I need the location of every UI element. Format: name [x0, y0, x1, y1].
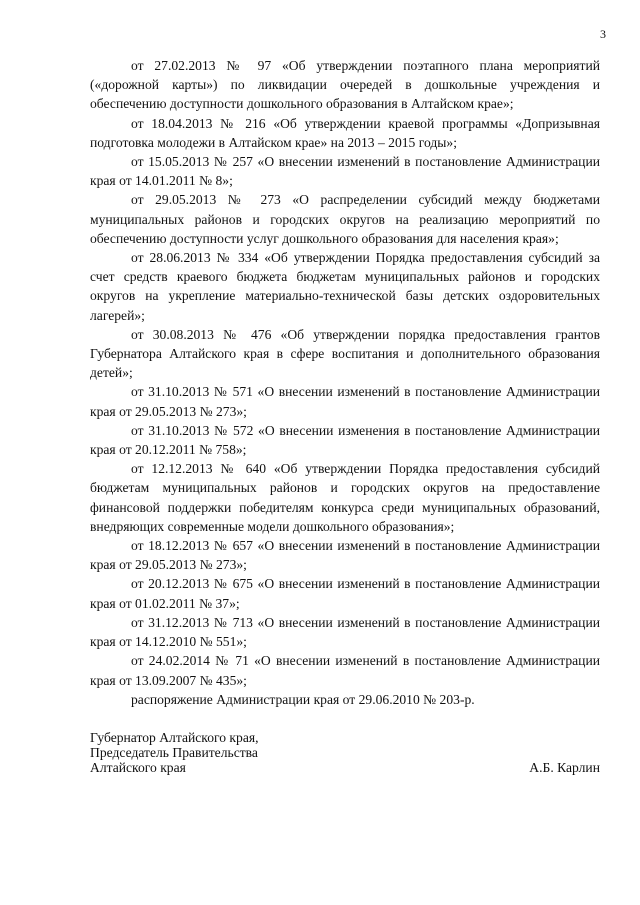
paragraph-8: от 31.10.2013 № 572 «О внесении изменения в постановление Администрации края от 20.12.2011 № 758»; — [90, 422, 600, 458]
paragraph-11: от 20.12.2013 № 675 «О внесении изменений в постановление Администрации края от 01.02.2011 № 37»; — [90, 576, 600, 611]
paragraph-5: от 28.06.2013 № 334 «Об утверждении Порядка предоставления субсидий за счет средств краевого бюджета бюджетам муниципальных районов и городских округов на укрепление материально-технической базы детских оздоровительных лагерей»; — [90, 250, 600, 323]
paragraph-4: от 29.05.2013 № 273 «О распределении субсидий между бюджетами муниципальных районов и городских округов на реализацию мероприятий по обеспечению доступности услуг дошкольного образования для населения края»; — [90, 192, 600, 246]
signature-block — [90, 730, 600, 775]
paragraph-7: от 31.10.2013 № 571 «О внесении изменений в постановление Администрации края от 29.05.2013 № 273»; — [90, 384, 600, 419]
signatory-name: А.Б. Карлин — [529, 760, 600, 775]
paragraph-13: от 24.02.2014 № 71 «О внесении изменений в постановление Администрации края от 13.09.2007 № 435»; — [90, 653, 600, 688]
paragraph-6: от 30.08.2013 № 476 «Об утверждении порядка предоставления грантов Губернатора Алтайского края в сфере воспитания и дополнительного образования детей»; — [90, 326, 600, 381]
document-body — [90, 56, 600, 709]
paragraph-14: распоряжение Администрации края от 29.06.2010 № 203-р. — [131, 691, 475, 707]
signatory-title-line-2: Председатель Правительства — [90, 745, 258, 760]
paragraph-9: от 12.12.2013 № 640 «Об утверждении Порядка предоставления субсидий бюджетам муниципальных районов и городских округов на предоставление финансовой поддержки победителям конкурса среди муниципальных образований, внедряющих современные модели дошкольного образования»; — [90, 461, 600, 534]
paragraph-12: от 31.12.2013 № 713 «О внесении изменений в постановление Администрации края от 14.12.2010 № 551»; — [90, 614, 600, 650]
paragraph-3: от 15.05.2013 № 257 «О внесении изменений в постановление Администрации края от 14.01.2011 № 8»; — [90, 154, 600, 189]
signatory-title-line-3: Алтайского края — [90, 760, 186, 775]
paragraph-10: от 18.12.2013 № 657 «О внесении изменений в постановление Администрации края от 29.05.2013 № 273»; — [90, 538, 600, 573]
signatory-title-line-1: Губернатор Алтайского края, — [90, 730, 259, 745]
page-number: 3 — [600, 27, 606, 41]
paragraph-2: от 18.04.2013 № 216 «Об утверждении краевой программы «Допризывная подготовка молодежи в Алтайском крае» на 2013 – 2015 годы»; — [90, 115, 600, 150]
paragraph-1: от 27.02.2013 № 97 «Об утверждении поэтапного плана мероприятий («дорожной карты») по ликвидации очередей в дошкольные учреждения и обеспечению доступности дошкольного образования в Алтайском крае»; — [90, 58, 600, 112]
